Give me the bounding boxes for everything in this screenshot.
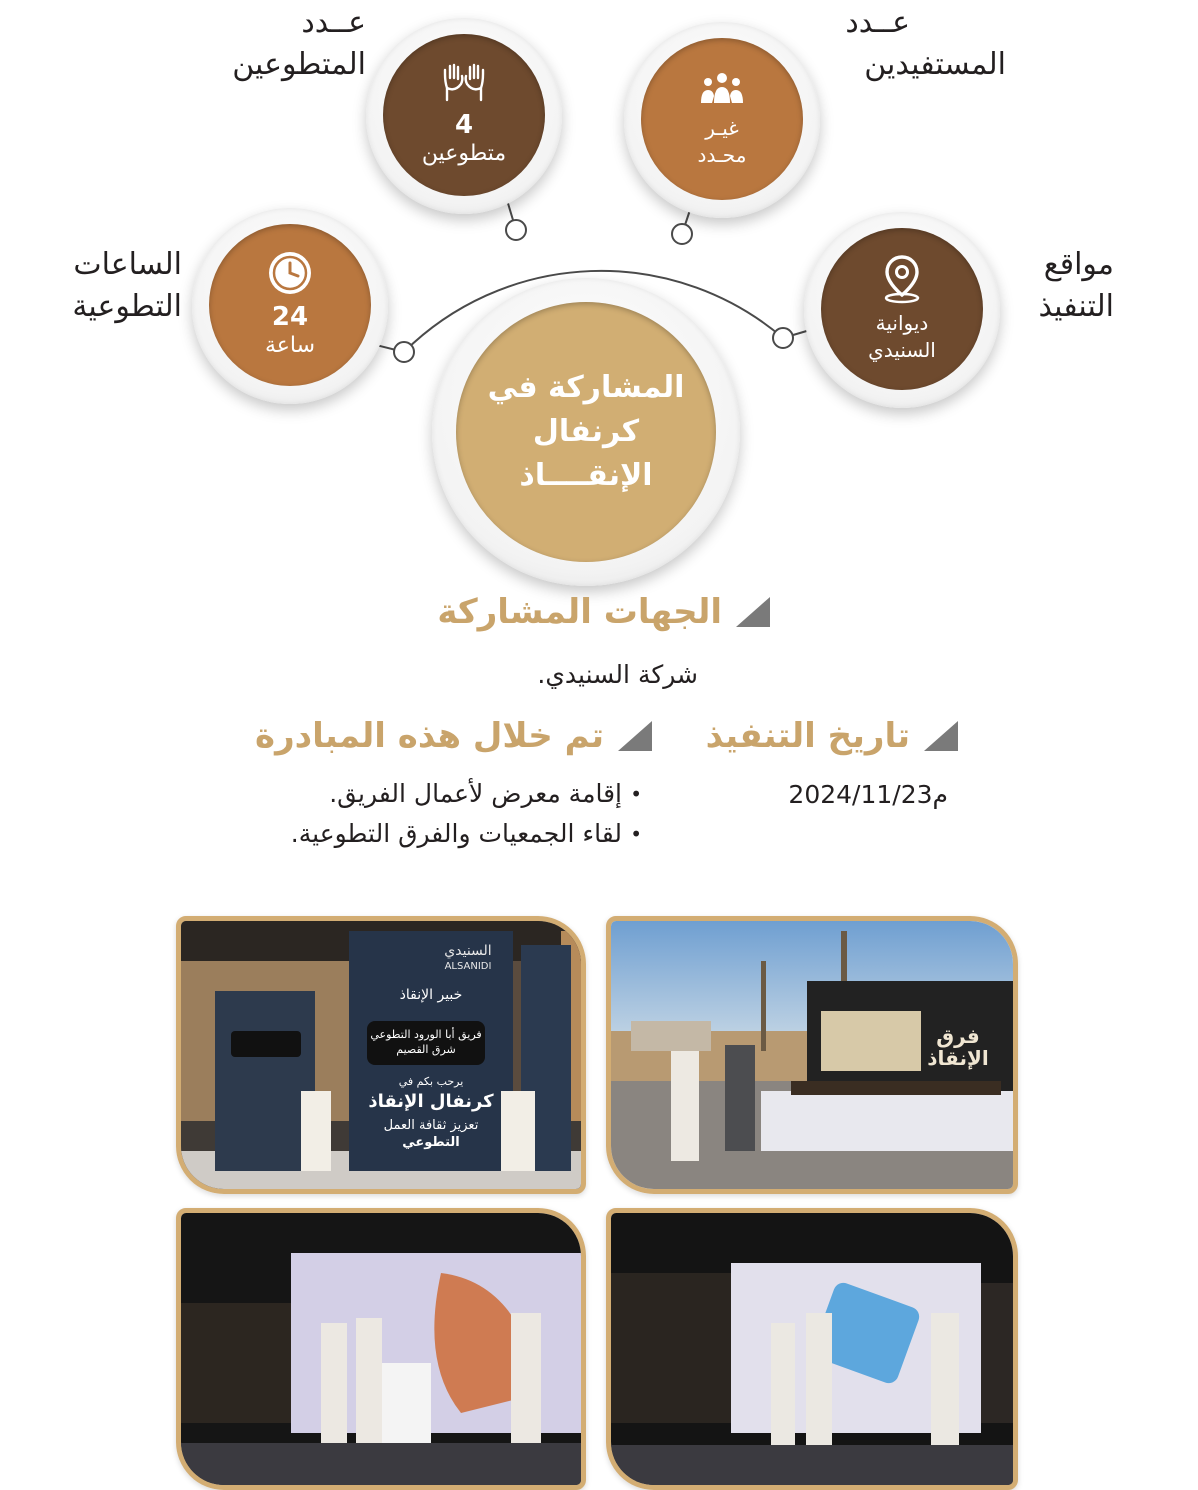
photo-stage-left [176,1208,586,1490]
photo-exhibition [606,916,1018,1194]
beneficiaries-label-line2: المستفيدين [864,47,1006,82]
photo-stage-right [606,1208,1018,1490]
hours-label-line1: الساعات [73,247,182,282]
backdrop-text-line2: الإنقاذ [927,1046,989,1070]
center-title-line2: الإنقــــاذ [519,458,653,493]
locations-label [1002,244,1114,328]
banner-slogan-line2: التطوعي [402,1135,460,1150]
beneficiaries-label-line1: عــدد [845,5,910,40]
hours-unit: ساعة [264,333,316,358]
locations-label-line1: مواقع [1043,247,1114,282]
volunteers-unit: متطوعين [421,141,507,166]
banner-slogan [361,1117,501,1151]
hours-label [20,244,182,328]
stage-left-photo [181,1213,581,1485]
connector-node [394,342,414,362]
beneficiaries-value-line2: محـدد [697,143,747,167]
date-heading-text: تاريخ التنفيذ [705,716,910,756]
connector-node [672,224,692,244]
triangle-bullet-icon [924,721,958,751]
banner-event: كرنفال الإنقاذ [368,1091,494,1112]
people-group-icon [697,69,747,105]
date-value: 2024/11/23م [788,780,948,809]
volunteers-label-line1: عــدد [301,5,366,40]
banner-team-line1: فريق أبا الورود التطوعي [370,1028,482,1041]
achievements-heading [255,716,652,756]
banner-brand [433,943,503,975]
clock-icon [267,250,313,296]
banner-title: خبير الإنقاذ [399,987,463,1003]
banner-slogan-line1: تعزيز ثقافة العمل [383,1118,479,1133]
beneficiaries-value-line1: غيـر [705,116,739,140]
banner-team [367,1027,485,1057]
date-heading [706,716,958,756]
hours-value: 24 [271,302,309,332]
volunteers-label [190,2,366,86]
locations-label-line2: التنفيذ [1038,289,1114,324]
triangle-bullet-icon [618,721,652,751]
volunteers-value: 4 [454,110,474,140]
locations-value-line1: ديوانية [875,311,929,335]
volunteers-disc [383,34,545,196]
photo-banners [176,916,586,1194]
beneficiaries-label [820,2,1006,86]
backdrop-text-line1: فرق [936,1024,980,1048]
participants-heading [437,592,770,632]
stage-right-photo [611,1213,1013,1485]
banner-brand-ar: السنيدي [444,943,492,959]
participants-heading-text: الجهات المشاركة [437,592,722,632]
location-pin-icon [880,254,924,304]
center-title-line1: المشاركة في كرنفال [487,370,685,449]
backdrop-text [915,1025,1001,1069]
triangle-bullet-icon [736,597,770,627]
connector-node [773,328,793,348]
locations-disc [821,228,983,390]
hours-disc [209,224,371,386]
achievements-heading-text: تم خلال هذه المبادرة [255,716,604,756]
locations-value-line2: السنيدي [868,338,936,362]
banner-welcome: يرحب بكم في [398,1075,464,1088]
connector-node [506,220,526,240]
banner-brand-en: ALSANIDI [444,961,492,972]
achievements-list [291,774,642,854]
achievement-item: • إقامة معرض لأعمال الفريق. [291,774,642,814]
participants-text: شركة السنيدي. [537,660,698,689]
achievement-item: • لقاء الجمعيات والفرق التطوعية. [291,814,642,854]
center-disc [456,302,716,562]
volunteers-label-line2: المتطوعين [232,47,366,82]
hours-label-line2: التطوعية [72,289,182,324]
raised-hands-icon [441,62,487,102]
beneficiaries-disc [641,38,803,200]
banner-team-line2: شرق القصيم [396,1043,456,1056]
